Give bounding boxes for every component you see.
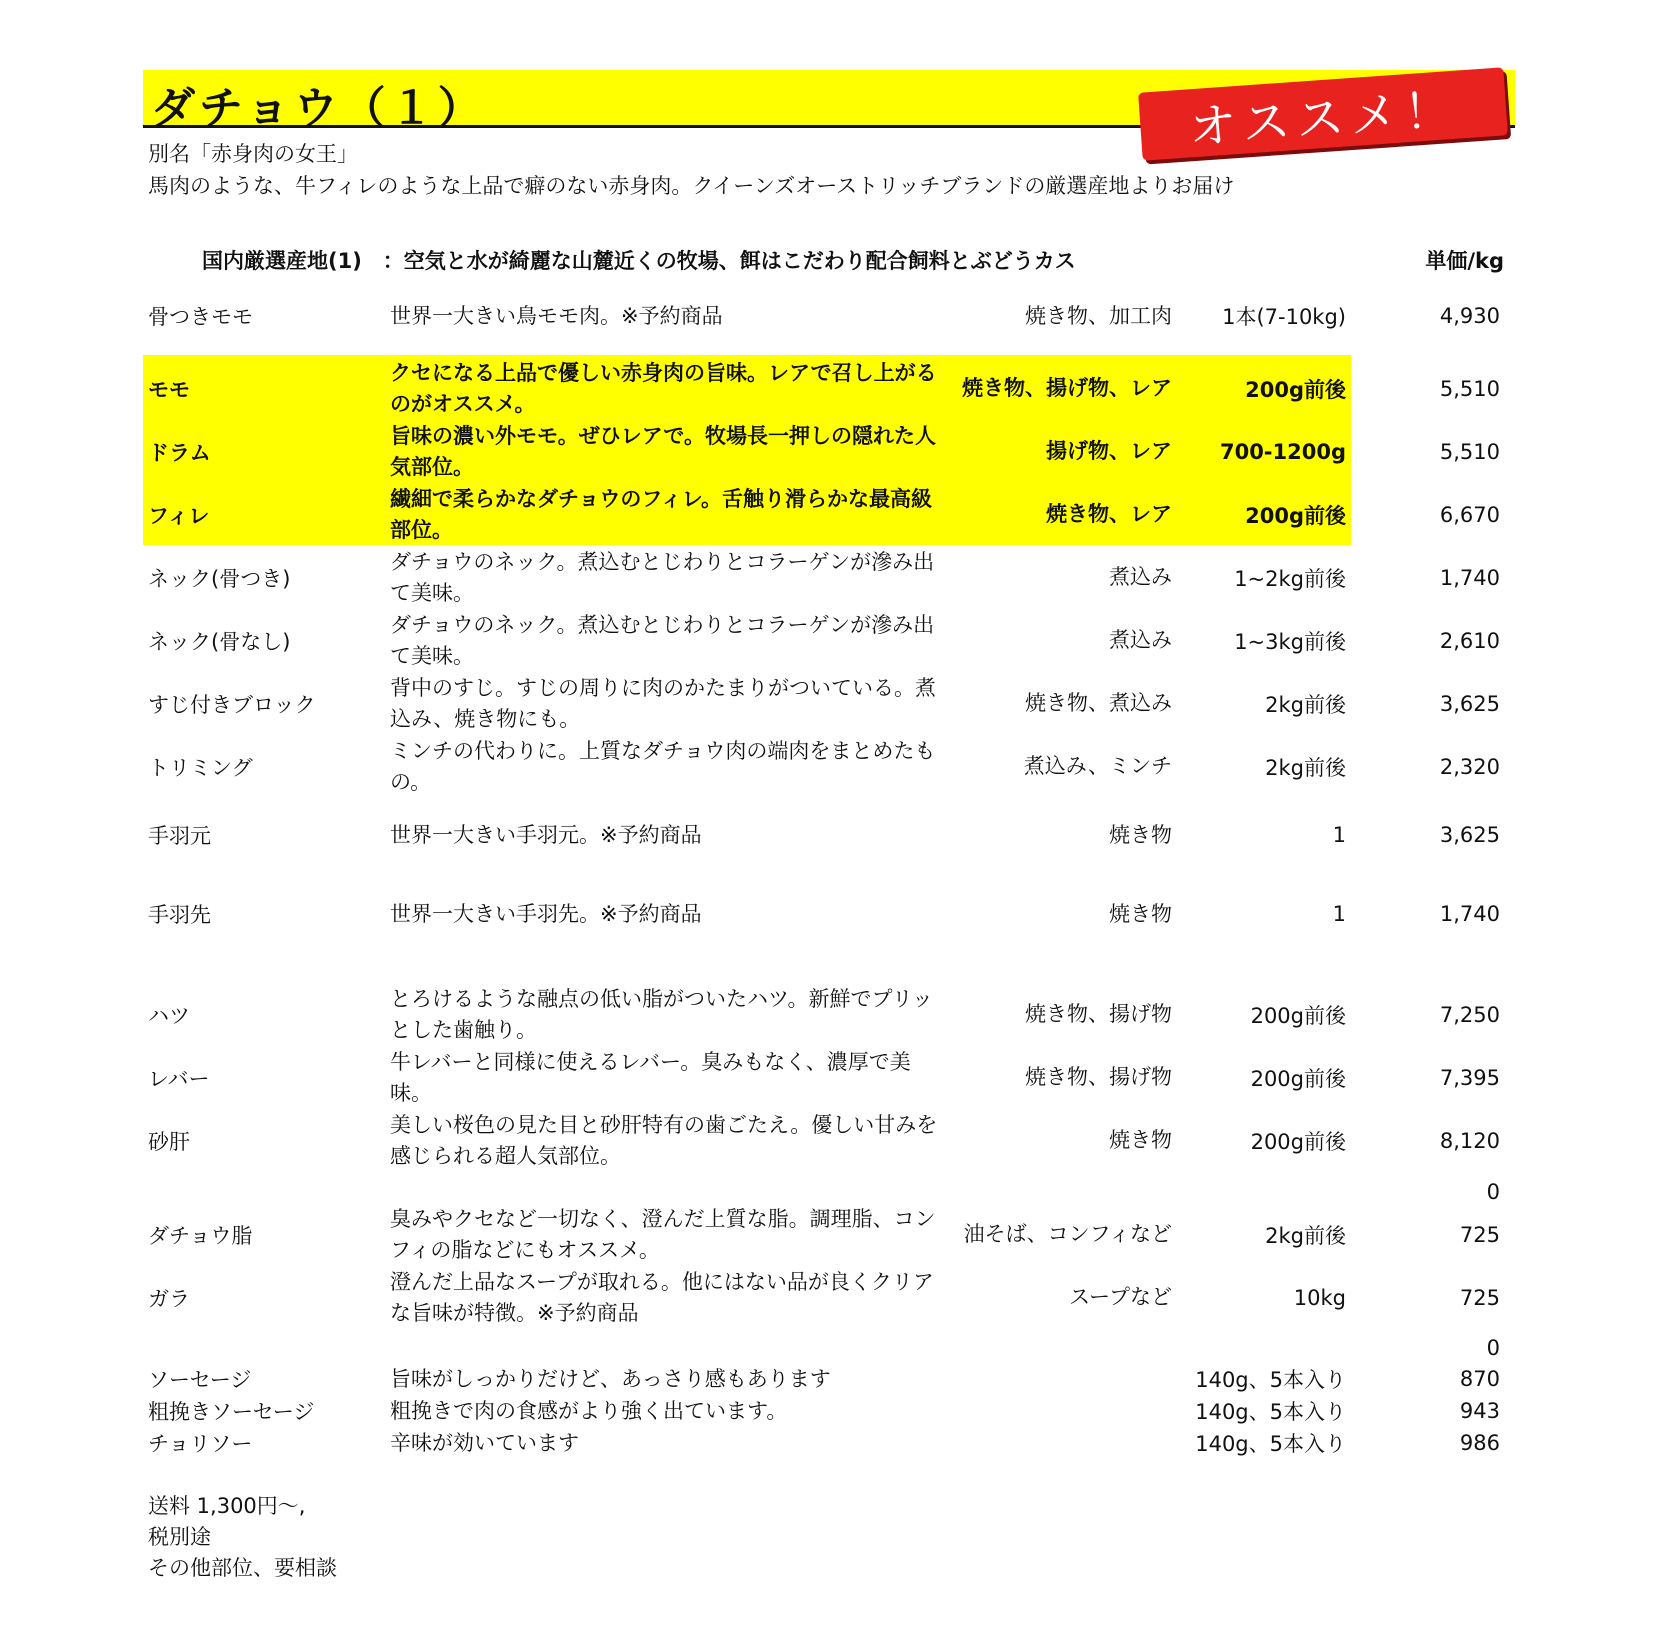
tax-note: 税別途 — [148, 1525, 211, 1549]
item-size: 700-1200g — [1219, 439, 1346, 464]
item-name: ハツ — [148, 1003, 190, 1028]
item-name: 手羽元 — [148, 824, 211, 848]
item-price: 3,625 — [1439, 691, 1500, 716]
item-name: チョリソー — [148, 1432, 253, 1456]
item-description: 辛味が効いています — [390, 1430, 579, 1455]
item-price: 5,510 — [1439, 439, 1500, 464]
shipping-note: 送料 1,300円～, — [148, 1494, 306, 1518]
item-size: 1本(7-10kg) — [1222, 305, 1346, 329]
item-size: 2kg前後 — [1265, 1223, 1346, 1248]
item-usage: 焼き物 — [1109, 822, 1172, 847]
item-name: トリミング — [148, 755, 253, 780]
page-title: ダチョウ（１） — [151, 83, 486, 134]
item-size: 200g前後 — [1250, 1003, 1346, 1028]
item-size: 2kg前後 — [1265, 755, 1346, 780]
item-description: 世界一大きい手羽先。※予約商品 — [390, 901, 702, 926]
item-size: 1 — [1332, 823, 1346, 847]
table-row — [0, 983, 1654, 1046]
table-row — [0, 296, 1654, 336]
item-size: 200g前後 — [1250, 1066, 1346, 1091]
table-row — [0, 1363, 1654, 1395]
description-text: 馬肉のような、牛フィレのような上品で癖のない赤身肉。クイーンズオーストリッチブランドの厳選産地よりお届け — [148, 174, 1235, 198]
item-description: 背中のすじ。すじの周りに肉のかたまりがついている。煮込み、焼き物にも。 — [390, 675, 936, 731]
item-name: フィレ — [148, 503, 210, 528]
item-price: 2,320 — [1439, 754, 1500, 779]
table-row — [0, 1203, 1654, 1266]
item-usage: 煮込み、ミンチ — [1023, 754, 1172, 778]
origin-header: 国内厳選産地(1) ：空気と水が綺麗な山麓近くの牧場、餌はこだわり配合飼料とぶどうカス — [202, 249, 1076, 273]
item-description: 旨味の濃い外モモ。ぜひレアで。牧場長一押しの隠れた人気部位。 — [390, 423, 936, 479]
item-price: 1,740 — [1439, 902, 1500, 926]
item-description: 牛レバーと同様に使えるレバー。臭みもなく、濃厚で美味。 — [390, 1049, 911, 1105]
item-size: 140g、5本入り — [1195, 1368, 1346, 1392]
item-price: 6,670 — [1439, 502, 1500, 527]
item-name: ソーセージ — [148, 1368, 252, 1392]
table-row — [0, 1046, 1654, 1109]
item-usage: 煮込み — [1109, 565, 1172, 589]
unit-price-header: 単価/kg — [1425, 249, 1504, 273]
table-row — [0, 420, 1654, 483]
item-price: 4,930 — [1439, 304, 1500, 328]
item-size: 2kg前後 — [1265, 692, 1346, 717]
item-price: 870 — [1459, 1367, 1500, 1391]
alias-text: 別名「赤身肉の女王」 — [148, 142, 358, 166]
item-name: すじ付きブロック — [148, 692, 316, 717]
item-name: レバー — [148, 1066, 210, 1091]
item-usage: 油そば、コンフィなど — [963, 1222, 1172, 1246]
table-row — [0, 1427, 1654, 1459]
table-row — [0, 735, 1654, 798]
item-size: 1~3kg前後 — [1234, 629, 1346, 654]
table-row — [0, 1109, 1654, 1172]
item-description: 世界一大きい手羽元。※予約商品 — [390, 822, 702, 847]
item-name: ネック(骨つき) — [148, 566, 291, 591]
item-usage: 焼き物、揚げ物、レア — [962, 376, 1172, 400]
item-usage: 焼き物、レア — [1046, 502, 1172, 526]
item-usage: 焼き物、加工肉 — [1025, 303, 1172, 328]
item-usage: 焼き物、揚げ物 — [1025, 1002, 1172, 1026]
item-description: クセになる上品で優しい赤身肉の旨味。レアで召し上がるのがオススメ。 — [390, 360, 937, 416]
item-size: 1 — [1332, 902, 1346, 926]
item-usage: 焼き物 — [1109, 1128, 1172, 1152]
item-usage: スープなど — [1069, 1285, 1172, 1309]
item-size: 140g、5本入り — [1195, 1400, 1346, 1424]
item-price: 7,395 — [1439, 1065, 1500, 1090]
item-description: 美しい桜色の見た目と砂肝特有の歯ごたえ。優しい甘みを感じられる超人気部位。 — [390, 1112, 938, 1168]
item-name: ダチョウ脂 — [148, 1223, 253, 1248]
other-parts-note: その他部位、要相談 — [148, 1556, 337, 1580]
table-row — [0, 357, 1654, 420]
item-description: ダチョウのネック。煮込むとじわりとコラーゲンが滲み出て美味。 — [390, 549, 935, 605]
recommend-badge-label: オススメ！ — [1186, 81, 1460, 156]
table-row — [0, 815, 1654, 855]
item-price: 3,625 — [1439, 823, 1500, 847]
item-description: ダチョウのネック。煮込むとじわりとコラーゲンが滲み出て美味。 — [390, 612, 935, 668]
item-description: 繊細で柔らかなダチョウのフィレ。舌触り滑らかな最高級部位。 — [390, 486, 933, 542]
table-row — [0, 546, 1654, 609]
item-price: 943 — [1459, 1399, 1500, 1423]
item-price: 725 — [1459, 1222, 1500, 1247]
item-usage: 焼き物、揚げ物 — [1025, 1065, 1172, 1089]
table-row — [0, 1395, 1654, 1427]
item-usage: 揚げ物、レア — [1046, 439, 1172, 463]
item-description: 粗挽きで肉の食感がより強く出ています。 — [390, 1398, 788, 1423]
table-row — [0, 894, 1654, 934]
item-price: 7,250 — [1439, 1002, 1500, 1027]
table-row — [0, 483, 1654, 546]
item-usage: 焼き物 — [1109, 901, 1172, 926]
item-price: 2,610 — [1439, 628, 1500, 653]
item-name: ネック(骨なし) — [148, 629, 291, 654]
item-description: 澄んだ上品なスープが取れる。他にはない品が良くクリアな旨味が特徴。※予約商品 — [390, 1269, 934, 1325]
item-price: 5,510 — [1439, 376, 1500, 401]
item-name: モモ — [148, 377, 190, 402]
item-description: 臭みやクセなど一切なく、澄んだ上質な脂。調理脂、コンフィの脂などにもオススメ。 — [390, 1206, 936, 1262]
item-name: ドラム — [148, 440, 211, 465]
item-price: 986 — [1459, 1431, 1500, 1455]
item-name: 粗挽きソーセージ — [148, 1400, 315, 1424]
zero-value: 0 — [1486, 1180, 1500, 1204]
item-description: とろけるような融点の低い脂がついたハツ。新鮮でプリッとした歯触り。 — [390, 986, 933, 1042]
item-price: 1,740 — [1439, 565, 1500, 590]
item-price: 725 — [1459, 1285, 1500, 1310]
item-name: ガラ — [148, 1286, 190, 1311]
item-size: 200g前後 — [1245, 503, 1346, 528]
table-row — [0, 1266, 1654, 1329]
table-row — [0, 609, 1654, 672]
item-description: 旨味がしっかりだけど、あっさり感もあります — [390, 1366, 831, 1391]
item-name: 手羽先 — [148, 903, 211, 927]
item-size: 140g、5本入り — [1195, 1432, 1346, 1456]
item-size: 10kg — [1293, 1285, 1346, 1310]
table-row — [0, 672, 1654, 735]
item-name: 砂肝 — [148, 1129, 190, 1154]
item-size: 1~2kg前後 — [1234, 566, 1346, 591]
item-description: ミンチの代わりに。上質なダチョウ肉の端肉をまとめたもの。 — [390, 738, 936, 794]
item-price: 8,120 — [1439, 1128, 1500, 1153]
zero-value: 0 — [1486, 1336, 1500, 1360]
item-usage: 煮込み — [1109, 628, 1172, 652]
item-description: 世界一大きい鳥モモ肉。※予約商品 — [390, 303, 723, 328]
item-usage: 焼き物、煮込み — [1025, 691, 1172, 715]
item-size: 200g前後 — [1245, 377, 1346, 402]
item-name: 骨つきモモ — [148, 305, 253, 329]
item-size: 200g前後 — [1250, 1129, 1346, 1154]
